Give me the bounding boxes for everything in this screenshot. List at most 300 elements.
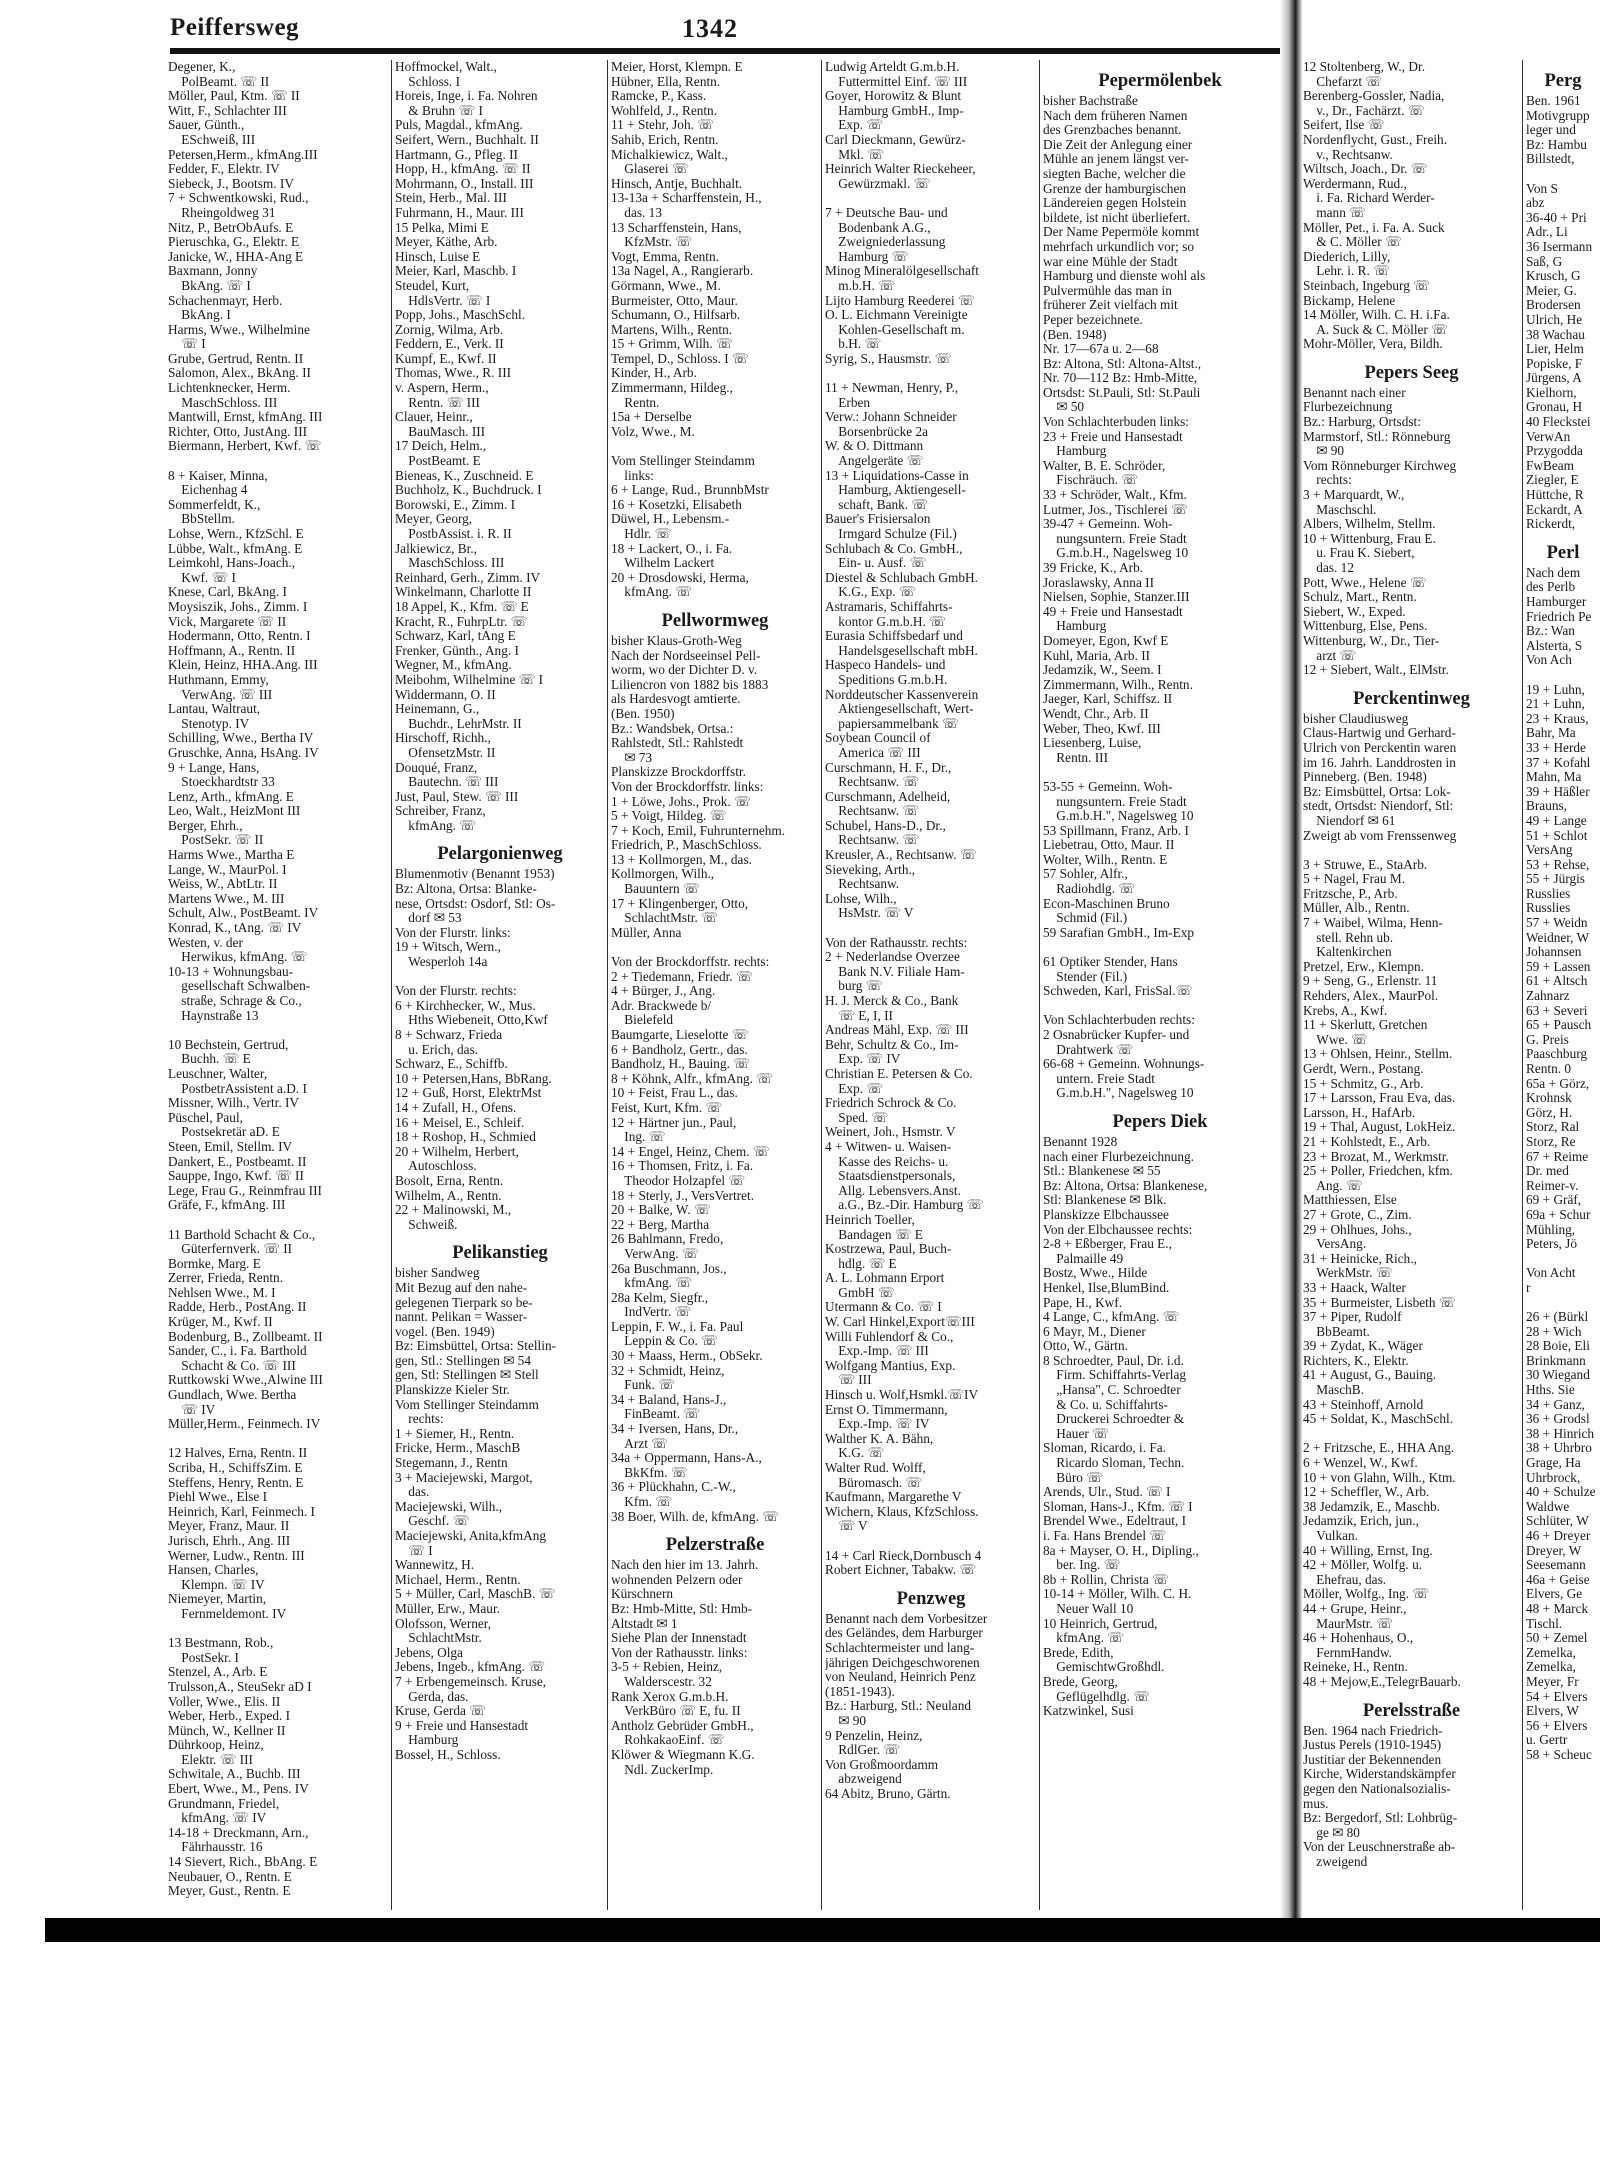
entry-line: Janicke, W., HHA-Ang E (168, 248, 304, 264)
entry-line: Seifert, Wern., Buchhalt. II (395, 131, 539, 147)
entry-line: Jedamzik, W., Seem. I (1043, 662, 1162, 678)
entry-line: 38 Boer, Wilh. de, kfmAng. ☏ (611, 1508, 779, 1524)
entry-line: 16 + Thomsen, Fritz, i. Fa. (611, 1158, 754, 1174)
entry-line: Exp. ☏ (825, 117, 883, 133)
entry-line: Möller, Paul, Ktm. ☏ II (168, 88, 300, 104)
entry-line: Planskizze Elbchaussee (1043, 1206, 1169, 1222)
entry-line: Puls, Magdal., kfmAng. (395, 117, 523, 133)
entry-line: Schult, Alw., PostBeamt. IV (168, 905, 319, 921)
entry-line: Lutmer, Jos., Tischlerei ☏ (1043, 501, 1188, 517)
entry-line: dorf ✉ 53 (395, 910, 462, 926)
entry-line: abzweigend (825, 1771, 902, 1787)
entry-line: Mohr-Möller, Vera, Bildh. (1303, 336, 1443, 352)
entry-line: 14-18 + Dreckmann, Arn., (168, 1824, 309, 1840)
entry-line: Theodor Holzapfel ☏ (611, 1172, 746, 1188)
column-1 (168, 60, 386, 1899)
entry-line: 12 Halves, Erna, Rentn. II (168, 1445, 308, 1461)
entry-line: Seifert, Ilse ☏ (1303, 117, 1385, 133)
entry-line: 27 + Grote, C., Zim. (1303, 1206, 1412, 1222)
entry-line: Niemeyer, Martin, (168, 1591, 267, 1607)
entry-line: Lange, W., MaurPol. I (168, 861, 287, 877)
entry-line: Rheingoldweg 31 (168, 204, 276, 220)
entry-line: stell. Rehn ub. (1303, 929, 1394, 945)
entry-line: ☏ I (168, 336, 206, 352)
entry-line: Jaeger, Karl, Schiffsz. II (1043, 691, 1173, 707)
entry-line: Leimkohl, Hans-Joach., (168, 555, 296, 571)
entry-line: rechts: (1303, 472, 1352, 488)
entry-line: Heinrich, Karl, Feinmech. I (168, 1503, 315, 1519)
entry-line: ber. Ing. ☏ (1043, 1557, 1121, 1573)
entry-line: Hirschoff, Richh., (395, 730, 491, 746)
entry-line: gen, Stl.: Stellingen ✉ 54 (395, 1352, 531, 1368)
entry-line: Soybean Council of (825, 730, 931, 746)
entry-line: Rehders, Alex., MaurPol. (1303, 988, 1439, 1004)
entry-line: Henkel, Ilse,BlumBind. (1043, 1279, 1170, 1295)
entry-line: Missner, Wilh., Vertr. IV (168, 1095, 300, 1111)
entry-line: ✉ 90 (1303, 443, 1345, 459)
entry-line: Firm. Schiffahrts-Verlag (1043, 1367, 1187, 1383)
entry-line: Kielhorn, (1526, 384, 1577, 400)
entry-line: Stl.: Blankenese ✉ 55 (1043, 1163, 1161, 1179)
entry-line: Steudel, Kurt, (395, 277, 470, 293)
entry-line: Brede, Georg, (1043, 1673, 1118, 1689)
entry-line: Michael, Herm., Rentn. (395, 1571, 521, 1587)
entry-line: links: (611, 467, 654, 483)
entry-line: Zahnarz (1526, 988, 1570, 1004)
entry-line: MaschSchloss. III (168, 394, 278, 410)
entry-line: 34 + Iversen, Hans, Dr., (611, 1421, 739, 1437)
entry-line: Bosolt, Erna, Rentn. (395, 1172, 504, 1188)
entry-line: 10 + Wittenburg, Frau E. (1303, 530, 1436, 546)
entry-line: 55 + Jürgis (1526, 871, 1585, 887)
entry-line: jährigen Deichgeschworenen (825, 1654, 980, 1670)
entry-line: Gerdt, Wern., Postang. (1303, 1061, 1424, 1076)
entry-line: bisher Claudiusweg (1303, 710, 1409, 726)
entry-line: Weber, Theo, Kwf. III (1043, 720, 1161, 736)
entry-line: Econ-Maschinen Bruno (1043, 895, 1170, 911)
entry-line: 40 + Schulze (1526, 1484, 1596, 1500)
entry-line: Hüttche, R (1526, 487, 1584, 503)
entry-line: war eine Mühle der Stadt (1043, 253, 1178, 269)
entry-line: Bodenbank A.G., (825, 219, 931, 235)
entry-line: Hübner, Ella, Rentn. (611, 73, 721, 89)
entry-line: 18 + Sterly, J., VersVertret. (611, 1187, 755, 1203)
entry-line: 43 + Steinhoff, Arnold (1303, 1396, 1424, 1412)
entry-line: 8 + Kaiser, Minna, (168, 467, 268, 483)
entry-line: 33 + Haack, Walter (1303, 1279, 1406, 1295)
entry-line: Ländereien gegen Holstein (1043, 195, 1187, 211)
entry-line: Fritzsche, P., Arb. (1303, 885, 1398, 901)
entry-line: des Perlb (1526, 579, 1576, 595)
street-heading: Perckentinweg (1353, 688, 1470, 709)
entry-line: Jalkiewicz, Br., (395, 540, 477, 556)
entry-line: Schlüter, W (1526, 1513, 1589, 1529)
entry-line: Scriba, H., SchiffsZim. E (168, 1460, 303, 1475)
entry-line: 38 Jedamzik, E., Maschb. (1303, 1498, 1441, 1514)
line-spacer (825, 366, 1037, 381)
line-spacer (611, 940, 819, 955)
entry-line: 34a + Oppermann, Hans-A., (611, 1450, 762, 1466)
entry-line: Douqué, Franz, (395, 759, 478, 775)
entry-line: Hinsch, Antje, Buchhalt. (611, 175, 743, 191)
entry-line: GmbH ☏ (825, 1284, 895, 1300)
entry-line: 69a + Schur (1526, 1206, 1591, 1222)
entry-line: Zweigt ab vom Frenssenweg (1303, 827, 1457, 843)
entry-line: 14 + Engel, Heinz, Chem. ☏ (611, 1143, 770, 1159)
entry-line: Pulvermühle das man in (1043, 282, 1172, 298)
entry-line: wohnenden Pelzern oder (611, 1571, 743, 1587)
entry-line: Kruse, Gerda ☏ (395, 1703, 486, 1719)
entry-line: Olofsson, Werner, (395, 1615, 492, 1631)
entry-line: 13-13a + Scharffenstein, H., (611, 190, 762, 206)
entry-line: Exp. ☏ (825, 1080, 883, 1096)
entry-line: Müller, Erw., Maur. (395, 1600, 500, 1616)
entry-line: Matthiessen, Else (1303, 1192, 1397, 1208)
street-heading: Penzweg (896, 1588, 966, 1609)
entry-line: Mkl. ☏ (825, 146, 884, 162)
entry-line: Müller, Alb., Rentn. (1303, 900, 1410, 916)
entry-line: 4 + Bürger, J., Ang. (611, 983, 716, 999)
entry-line: PostbAssist. i. R. II (395, 526, 512, 541)
entry-line: Hths Wiebeneit, Otto,Kwf (395, 1012, 548, 1028)
entry-line: 53 Spillmann, Franz, Arb. I (1043, 822, 1189, 838)
entry-line: Winkelmann, Charlotte II (395, 584, 532, 600)
entry-line: Kirche, Widerstandskämpfer (1303, 1766, 1456, 1782)
entry-line: Wegner, M., kfmAng. (395, 657, 512, 673)
entry-line: ☏ III (825, 1372, 872, 1388)
entry-line: Von S (1526, 180, 1558, 196)
entry-line: Richter, Otto, JustAng. III (168, 423, 308, 439)
entry-line: FinBeamt. ☏ (611, 1406, 701, 1422)
entry-line: nach einer Flurbezeichnung. (1043, 1148, 1195, 1164)
entry-line: Hamburg (1043, 618, 1107, 634)
entry-line: 18 + Roshop, H., Schmied (395, 1129, 536, 1145)
entry-line: 61 Optiker Stender, Hans (1043, 954, 1178, 970)
entry-line: Paaschburg (1526, 1046, 1588, 1062)
entry-line: 2 + Nederlandse Overzee (825, 949, 960, 965)
entry-line: gelegenen Tierpark so be- (395, 1294, 533, 1310)
entry-line: Walter Rud. Wolff, (825, 1460, 926, 1475)
entry-line: Just, Paul, Stew. ☏ III (395, 788, 519, 804)
entry-line: Brauns, (1526, 798, 1567, 814)
entry-line: Curschmann, Adelheid, (825, 788, 951, 804)
entry-line: mehrfach urkundlich vor; so (1043, 238, 1195, 254)
entry-line: Schilling, Wwe., Bertha IV (168, 730, 314, 746)
entry-line: Justitiar der Bekennenden (1303, 1751, 1442, 1767)
entry-line: 44 + Grupe, Heinr., (1303, 1600, 1407, 1616)
entry-line: Grage, Ha (1526, 1455, 1581, 1471)
entry-line: Bautechn. ☏ III (395, 774, 499, 790)
entry-line: Minog Mineralölgesellschaft (825, 263, 979, 279)
entry-line: als Hardesvogt amtierte. (611, 691, 741, 707)
entry-line: Mühling, (1526, 1221, 1576, 1237)
entry-line: 19 + Thal, August, LokHeiz. (1303, 1119, 1456, 1135)
line-spacer (168, 1023, 386, 1038)
entry-line: 20 + Balke, W. ☏ (611, 1202, 711, 1218)
entry-line: Hopp, H., kfmAng. ☏ II (395, 161, 531, 177)
entry-line: 69 + Gräf, (1526, 1192, 1582, 1208)
line-spacer (1526, 1296, 1600, 1311)
entry-line: Johannsen (1526, 944, 1582, 960)
entry-line: Ben. 1961 (1526, 93, 1581, 108)
entry-line: Zimmermann, Hildeg., (611, 380, 733, 396)
entry-line: 61 + Altsch (1526, 973, 1588, 989)
entry-line: Weiss, W., AbtLtr. II (168, 876, 278, 892)
entry-line: 6 Mayr, M., Diener (1043, 1323, 1146, 1339)
line-spacer (168, 1622, 386, 1637)
entry-line: gen, Stl: Stellingen ✉ Stell (395, 1367, 539, 1383)
entry-line: 4 + Witwen- u. Waisen- (825, 1138, 952, 1154)
entry-line: Meyer, Georg, (395, 511, 473, 527)
entry-line: G.m.b.H.", Nagelsweg 10 (1043, 1085, 1194, 1101)
entry-line: 21 + Kohlstedt, E., Arb. (1303, 1133, 1431, 1149)
entry-line: Wittenburg, Else, Pens. (1303, 618, 1428, 634)
entry-line: Glaserei ☏ (611, 161, 689, 177)
entry-line: 56 + Elvers (1526, 1717, 1588, 1733)
entry-line: Martens, Wilh., Rentn. (611, 321, 733, 337)
entry-line: 30 + Maass, Herm., ObSekr. (611, 1348, 763, 1364)
entry-line: Bz: Eimsbüttel, Ortsa: Lok- (1303, 783, 1451, 799)
entry-line: Flurbezeichnung (1303, 399, 1393, 415)
entry-line: Motivgrupp (1526, 107, 1590, 123)
entry-line: 54 + Elvers (1526, 1688, 1588, 1704)
entry-line: Westen, v. der (168, 934, 243, 950)
entry-line: Dreyer, W (1526, 1542, 1582, 1558)
entry-line: Ben. 1964 nach Friedrich- (1303, 1722, 1443, 1738)
entry-line: Alsterta, S (1526, 637, 1583, 653)
entry-line: Buchholz, K., Buchdruck. I (395, 482, 542, 498)
entry-line: bildete, ist nicht überliefert. (1043, 209, 1191, 225)
entry-line: Altstadt ✉ 1 (611, 1615, 678, 1631)
entry-line: Münch, W., Kellner II (168, 1722, 286, 1738)
entry-line: Heinrich Walter Rieckeheer, (825, 161, 976, 177)
entry-line: 19 + Witsch, Wern., (395, 939, 501, 955)
entry-line: 28 + Wich (1526, 1323, 1582, 1339)
entry-line: OfensetzMstr. II (395, 744, 496, 760)
entry-line: 10 + von Glahn, Wilh., Ktm. (1303, 1469, 1456, 1485)
entry-line: Antholz Gebrüder GmbH., (611, 1717, 754, 1733)
entry-line: Meyer, Fr (1526, 1673, 1579, 1689)
column-divider (821, 60, 822, 1910)
entry-line: 37 + Kofahl (1526, 754, 1591, 770)
entry-line: Adr. Brackwede b/ (611, 997, 712, 1013)
entry-line: 53 + Rehse, (1526, 856, 1590, 872)
entry-line: arzt ☏ (1303, 647, 1357, 663)
entry-line: GemischtwGroßhdl. (1043, 1659, 1165, 1675)
entry-line: Stoeckhardtstr 33 (168, 774, 275, 790)
entry-line: Friedrich, P., MaschSchloss. (611, 837, 762, 853)
entry-line: Schweden, Karl, FrisSal.☏ (1043, 983, 1193, 999)
entry-line: 39-47 + Gemeinn. Woh- (1043, 516, 1173, 532)
entry-line: 41 + August, G., Bauing. (1303, 1367, 1437, 1383)
entry-line: Rechtsanw. ☏ (825, 832, 920, 848)
entry-line: 38 + Uhrbro (1526, 1440, 1592, 1456)
entry-line: Larsson, H., HafArb. (1303, 1104, 1416, 1120)
entry-line: 8 Schroedter, Paul, Dr. i.d. (1043, 1352, 1184, 1368)
entry-line: Ulrich von Perckentin waren (1303, 739, 1457, 755)
entry-line: Von der Flurstr. links: (395, 924, 511, 940)
entry-line: Sloman, Ricardo, i. Fa. (1043, 1440, 1166, 1456)
entry-line: Piehl Wwe., Else I (168, 1489, 268, 1505)
entry-line: 16 + Meisel, E., Schleif. (395, 1114, 525, 1130)
entry-line: 2-8 + Eßberger, Frau E., (1043, 1236, 1172, 1252)
entry-line: papiersammelbank ☏ (825, 715, 959, 731)
entry-line: Goyer, Horowitz & Blunt (825, 88, 962, 104)
entry-line: Nr. 17—67a u. 2—68 (1043, 341, 1159, 357)
entry-line: Siebeck, J., Bootsm. IV (168, 175, 294, 191)
entry-line: Zemelka, (1526, 1659, 1576, 1675)
entry-line: 11 Barthold Schacht & Co., (168, 1226, 316, 1242)
entry-line: Wohlfeld, J., Rentn. (611, 102, 718, 118)
entry-line: 4 Lange, C., kfmAng. ☏ (1043, 1309, 1180, 1325)
entry-line: Harms, Wwe., Wilhelmine (168, 321, 310, 337)
entry-line: leger und (1526, 122, 1576, 138)
line-spacer (1303, 1427, 1520, 1442)
entry-line: Werdermann, Rud., (1303, 175, 1407, 191)
entry-line: 7 + Schwentkowski, Rud., (168, 190, 309, 206)
entry-line: 10 Heinrich, Gertrud, (1043, 1615, 1158, 1631)
entry-line: Salomon, Alex., BkAng. II (168, 365, 311, 381)
entry-line: Rentn. ☏ III (395, 394, 480, 410)
line-spacer (168, 1432, 386, 1447)
entry-line: Handelsgesellschaft mbH. (825, 642, 978, 658)
entry-line: Nordenflycht, Gust., Freih. (1303, 131, 1448, 147)
entry-line: Kumpf, E., Kwf. II (395, 350, 497, 366)
entry-line: VerwAng. ☏ (611, 1245, 699, 1261)
entry-line: Berger, Ehrh., (168, 817, 243, 833)
entry-line: 14 + Carl Rieck,Dornbusch 4 (825, 1547, 982, 1563)
entry-line: Voller, Wwe., Elis. II (168, 1693, 281, 1709)
entry-line: stedt, Ortsdst: Niendorf, Stl: (1303, 798, 1454, 814)
entry-line: Meier, G. (1526, 282, 1577, 298)
entry-line: Ndl. ZuckerImp. (611, 1761, 714, 1777)
entry-line: Vulkan. (1303, 1528, 1358, 1543)
entry-line: 26a Buschmann, Jos., (611, 1260, 727, 1276)
entry-line: Radiohdlg. ☏ (1043, 881, 1135, 897)
entry-line: 51 + Schlot (1526, 827, 1588, 843)
entry-line: Rentn. (611, 394, 660, 410)
entry-line: kfmAng. ☏ (611, 1275, 692, 1291)
entry-line: Hauer ☏ (1043, 1425, 1109, 1441)
entry-line: Witt, F., Schlachter III (168, 102, 287, 118)
entry-line: O. L. Eichmann Vereinigte (825, 307, 968, 323)
entry-line: 18 + Lackert, O., i. Fa. (611, 540, 733, 556)
entry-line: Vogt, Emma, Rentn. (611, 248, 719, 264)
entry-line: PostbetrAssistent a.D. I (168, 1080, 307, 1096)
entry-line: früherer Zeit vielfach mit (1043, 297, 1178, 313)
entry-line: Hamburger (1526, 594, 1587, 609)
entry-line: Fuhrmann, H., Maur. III (395, 204, 524, 220)
entry-line: Exp. ☏ IV (825, 1051, 901, 1067)
entry-line: Harms Wwe., Martha E (168, 847, 295, 863)
entry-line: Brodersen (1526, 297, 1581, 313)
entry-line: ☏ I (395, 1542, 433, 1558)
entry-line: 48 + Marck (1526, 1600, 1589, 1616)
entry-line: G.m.b.H.", Nagelsweg 10 (1043, 808, 1194, 824)
entry-line: Mit Bezug auf den nahe- (395, 1279, 528, 1295)
entry-line: Reineke, H., Rentn. (1303, 1659, 1408, 1675)
entry-line: Biermann, Herbert, Kwf. ☏ (168, 438, 322, 454)
entry-line: Dr. med (1526, 1163, 1569, 1179)
entry-line: 8 + Schwarz, Frieda (395, 1027, 503, 1042)
entry-line: Bormke, Marg. E (168, 1255, 261, 1271)
entry-line: 35 + Burmeister, Lisbeth ☏ (1303, 1294, 1456, 1310)
entry-line: Schumann, O., Hilfsarb. (611, 307, 741, 323)
entry-line: 23 + Freie und Hansestadt (1043, 428, 1183, 444)
entry-line: Hamburg (395, 1732, 459, 1748)
entry-line: Feist, Kurt, Kfm. ☏ (611, 1099, 723, 1115)
entry-line: Lijto Hamburg Reederei ☏ (825, 292, 975, 308)
entry-line: Vick, Margarete ☏ II (168, 613, 287, 629)
entry-line: Ramcke, P., Kass. (611, 88, 707, 104)
entry-line: W. & O. Dittmann (825, 438, 924, 454)
entry-line: Nielsen, Sophie, Stanzer.III (1043, 589, 1190, 605)
entry-line: Sander, C., i. Fa. Barthold (168, 1343, 307, 1359)
street-heading: Pelzerstraße (665, 1535, 765, 1556)
entry-line: siegten Bache, welcher die (1043, 165, 1186, 181)
entry-line: Jürgens, A (1526, 370, 1582, 386)
entry-line: Lenz, Arth., kfmAng. E (168, 788, 294, 804)
entry-line: Stenzel, A., Arb. E (168, 1664, 268, 1680)
entry-line: Peper bezeichnete. (1043, 311, 1143, 327)
entry-line: 39 + Zydat, K., Wäger (1303, 1338, 1423, 1354)
entry-line: 14 Sievert, Rich., BbAng. E (168, 1854, 318, 1870)
entry-line: Ortsdst: St.Pauli, Stl: St.Pauli (1043, 384, 1201, 400)
entry-line: 3-5 + Rebien, Heinz, (611, 1659, 723, 1675)
entry-line: Hamburg (1043, 443, 1107, 459)
entry-line: Heinemann, G., (395, 701, 480, 717)
entry-line: Friedrich Schrock & Co. (825, 1095, 957, 1111)
entry-line: 63 + Severi (1526, 1002, 1588, 1018)
entry-line: „Hansa", C. Schroedter (1043, 1382, 1181, 1398)
entry-line: G. Preis (1526, 1031, 1569, 1047)
line-spacer (1043, 940, 1277, 955)
entry-line: MaschSchloss. III (395, 555, 505, 571)
entry-line: Stein, Herb., Mal. III (395, 190, 507, 206)
entry-line: Die Zeit der Anlegung einer (1043, 136, 1193, 152)
entry-line: Zweigniederlassung (825, 234, 946, 250)
entry-line: Reinhard, Gerh., Zimm. IV (395, 569, 541, 585)
entry-line: 14 Möller, Wilh. C. H. i.Fa. (1303, 307, 1450, 323)
entry-line: Frenker, Günth., Ang. I (395, 642, 519, 658)
entry-line: bisher Bachstraße (1043, 93, 1138, 108)
header-rule (170, 48, 1290, 54)
entry-line: Saß, G (1526, 253, 1563, 269)
entry-line: Bz: Altona, Ortsa: Blankenese, (1043, 1177, 1208, 1193)
entry-line: Müller, Anna (611, 924, 682, 940)
entry-line: Radde, Herb., PostAng. II (168, 1299, 307, 1315)
entry-line: Arzt ☏ (611, 1435, 668, 1451)
entry-line: Meyer, Franz, Maur. II (168, 1518, 290, 1534)
street-heading: Perg (1544, 71, 1582, 91)
entry-line: Katzwinkel, Susi (1043, 1703, 1134, 1719)
entry-line: Wichern, Klaus, KfzSchloss. (825, 1503, 979, 1519)
entry-line: Von Ach (1526, 652, 1572, 668)
entry-line: burg ☏ (825, 978, 883, 994)
entry-line: 1 + Löwe, Johs., Prok. ☏ (611, 793, 751, 809)
entry-line: Weber, Herb., Exped. I (168, 1708, 291, 1724)
entry-line: 11 + Skerlutt, Gretchen (1303, 1017, 1428, 1033)
entry-line: 11 + Stehr, Joh. ☏ (611, 117, 714, 133)
entry-line: 6 + Kirchhecker, W., Mus. (395, 997, 536, 1013)
entry-line: PostSekr. ☏ II (168, 832, 264, 848)
entry-line: Buchdr., LehrMstr. II (395, 715, 522, 731)
entry-line: Maciejewski, Anita,kfmAng (395, 1528, 547, 1543)
entry-line: Richters, K., Elektr. (1303, 1352, 1409, 1368)
entry-line: MaschB. (1303, 1382, 1364, 1398)
entry-line: A. L. Lohmann Erport (825, 1270, 945, 1286)
entry-line: Werner, Ludw., Rentn. III (168, 1547, 305, 1563)
